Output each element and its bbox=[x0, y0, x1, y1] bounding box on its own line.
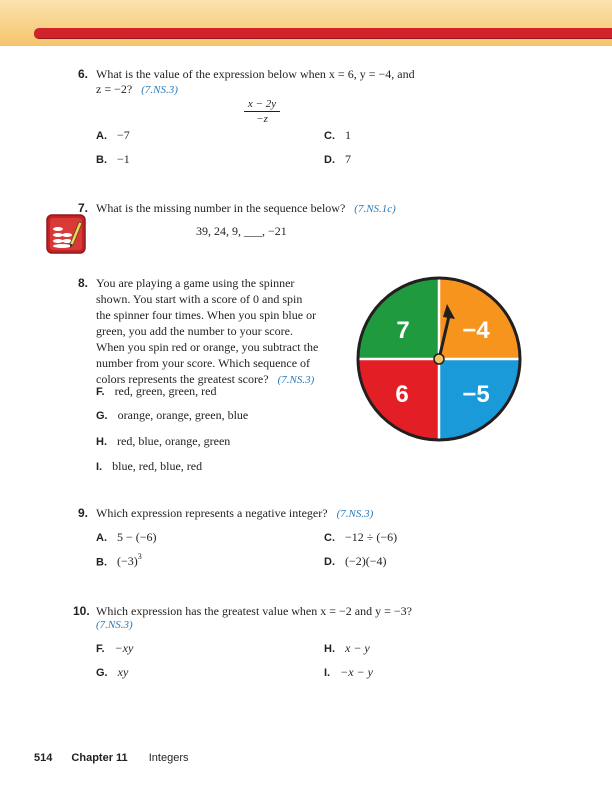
header-stripe bbox=[34, 28, 612, 38]
spinner-label-neg5: −5 bbox=[462, 381, 490, 408]
q6-numerator: x − 2y bbox=[244, 98, 280, 112]
q6-option-a bbox=[96, 126, 130, 144]
q6-option-b bbox=[96, 150, 130, 168]
option-letter: G. bbox=[96, 667, 108, 679]
q9-text: Which expression represents a negative integer? bbox=[96, 506, 328, 520]
q6-line2 bbox=[96, 81, 178, 98]
q9-number: 9. bbox=[78, 506, 89, 520]
option-text: orange, orange, green, blue bbox=[117, 408, 249, 422]
option-text: xy bbox=[117, 665, 129, 679]
q8-option-h bbox=[96, 432, 230, 450]
q7-text: What is the missing number in the sequence below? bbox=[96, 201, 346, 215]
q8-standard: (7.NS.3) bbox=[277, 374, 315, 386]
spinner-label-6: 6 bbox=[395, 381, 409, 408]
calculator-icon bbox=[46, 214, 86, 254]
option-letter: F. bbox=[96, 643, 105, 655]
option-letter: D. bbox=[324, 154, 335, 166]
q6-standard: (7.NS.3) bbox=[141, 84, 178, 96]
page-footer bbox=[34, 752, 188, 764]
option-text: (−3) bbox=[117, 554, 138, 569]
option-letter: A. bbox=[96, 532, 107, 544]
q6-fraction bbox=[244, 98, 280, 125]
q10-text: Which expression has the greatest value when x = −2 and y = −3? bbox=[96, 604, 412, 618]
option-text: 1 bbox=[345, 128, 351, 142]
q10-standard: (7.NS.3) bbox=[96, 619, 133, 631]
q6-number: 6. bbox=[78, 67, 89, 81]
q8-number: 8. bbox=[78, 276, 89, 290]
q7-standard: (7.NS.1c) bbox=[354, 203, 396, 215]
q7-line bbox=[96, 200, 396, 217]
q6-line1: What is the value of the expression below when x = 6, y = −4, and bbox=[96, 67, 415, 81]
option-letter: I. bbox=[324, 667, 331, 679]
option-text: −x − y bbox=[340, 665, 373, 679]
chapter-title: Integers bbox=[148, 752, 189, 764]
option-text: −12 ÷ (−6) bbox=[345, 530, 398, 544]
q10-number: 10. bbox=[73, 604, 90, 618]
option-text: 5 − (−6) bbox=[117, 530, 157, 544]
q8-option-i bbox=[96, 457, 202, 475]
spinner-label-7: 7 bbox=[396, 317, 410, 344]
option-letter: C. bbox=[324, 130, 335, 142]
q8-line: number from your score. Which sequence of bbox=[96, 356, 311, 370]
option-letter: H. bbox=[324, 643, 335, 655]
q6-option-c bbox=[324, 126, 351, 144]
q8-body bbox=[96, 275, 358, 388]
option-text: (−2)(−4) bbox=[345, 554, 387, 568]
option-text: −1 bbox=[117, 152, 130, 166]
option-letter: H. bbox=[96, 436, 107, 448]
q8-line: green, you add the number to your score. bbox=[96, 324, 293, 338]
q8-line: colors represents the greatest score? bbox=[96, 372, 269, 386]
option-text: red, blue, orange, green bbox=[117, 434, 231, 448]
q6-option-d bbox=[324, 150, 351, 168]
q10-option-g bbox=[96, 663, 128, 681]
q9-option-b bbox=[96, 552, 142, 570]
option-letter: B. bbox=[96, 556, 107, 569]
option-text: 7 bbox=[345, 152, 351, 166]
option-text: blue, red, blue, red bbox=[112, 459, 203, 473]
option-letter: C. bbox=[324, 532, 335, 544]
q8-line: When you spin red or orange, you subtract the bbox=[96, 340, 319, 354]
option-letter: D. bbox=[324, 556, 335, 568]
option-text: x − y bbox=[345, 641, 370, 655]
header-band bbox=[0, 0, 612, 46]
option-text: −xy bbox=[114, 641, 134, 655]
q10-option-i bbox=[324, 663, 373, 681]
q6-line2-text: z = −2? bbox=[96, 82, 133, 96]
q7-number: 7. bbox=[78, 201, 89, 215]
chapter-label: Chapter 11 bbox=[71, 752, 128, 764]
q8-option-f bbox=[96, 382, 217, 400]
q9-standard: (7.NS.3) bbox=[336, 508, 374, 520]
option-letter: I. bbox=[96, 461, 103, 473]
q7-sequence: 39, 24, 9, ___, −21 bbox=[196, 224, 287, 238]
q8-option-g bbox=[96, 406, 248, 424]
q6-denominator: −z bbox=[256, 113, 268, 125]
q8-line: the spinner four times. When you spin blue or bbox=[96, 308, 317, 322]
option-exponent: 3 bbox=[137, 552, 142, 561]
option-letter: A. bbox=[96, 130, 107, 142]
option-text: −7 bbox=[117, 128, 130, 142]
q10-option-h bbox=[324, 639, 370, 657]
q9-option-a bbox=[96, 528, 157, 546]
q9-option-c bbox=[324, 528, 397, 546]
q9-line bbox=[96, 505, 373, 522]
q8-line: shown. You start with a score of 0 and spin bbox=[96, 292, 303, 306]
option-letter: F. bbox=[96, 386, 105, 398]
spinner-label-neg4: −4 bbox=[462, 317, 490, 344]
q10-option-f bbox=[96, 639, 133, 657]
q9-option-d bbox=[324, 552, 387, 570]
option-text: red, green, green, red bbox=[114, 384, 217, 398]
spinner bbox=[354, 274, 524, 444]
option-letter: B. bbox=[96, 154, 107, 166]
page-number: 514 bbox=[34, 752, 53, 764]
option-letter: G. bbox=[96, 410, 108, 422]
q8-line: You are playing a game using the spinner bbox=[96, 276, 295, 290]
